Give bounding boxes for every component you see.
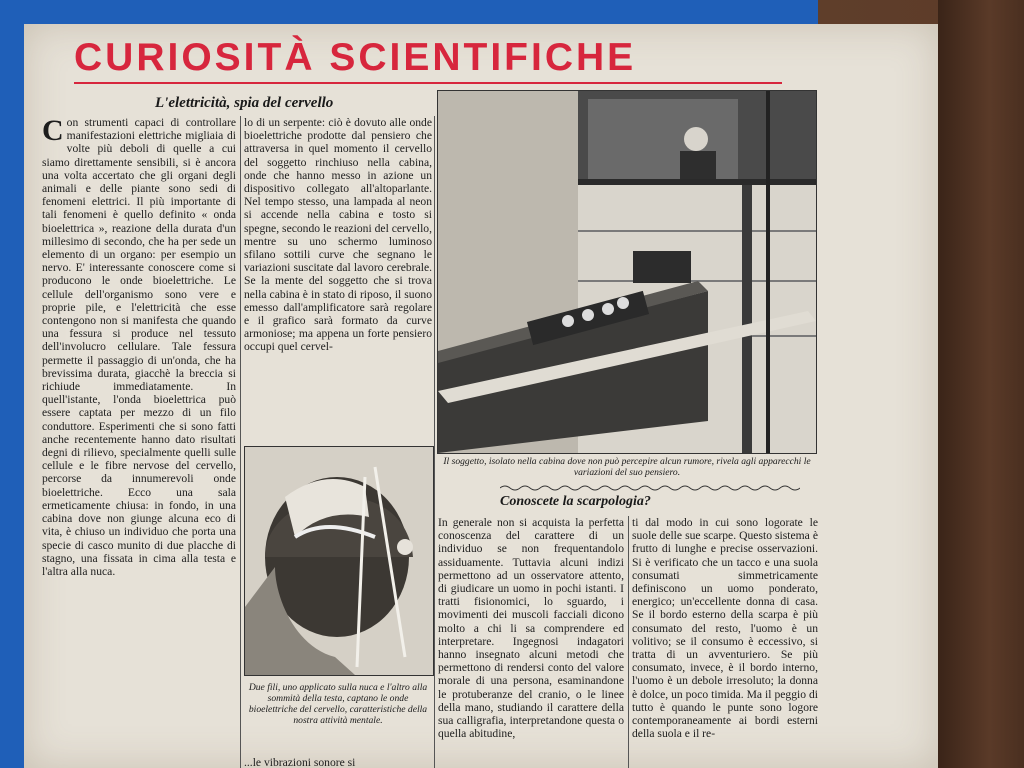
head-caption: Due fili, uno applicato sulla nuca e l'altro alla sommità della testa, captano le onde bioelettriche del cervello, caratteristiche della nostra attività mentale. xyxy=(248,682,428,726)
photo-caption: Il soggetto, isolato nella cabina dove non può percepire alcun rumore, rivela agli apparecchi le variazioni del suo pensiero. xyxy=(443,456,811,478)
article1-column-2 xyxy=(244,116,432,440)
head-illustration xyxy=(244,446,434,676)
dropcap: C xyxy=(42,116,64,147)
article1-column-1 xyxy=(42,116,236,768)
wavy-divider xyxy=(500,484,800,492)
table-edge xyxy=(938,0,1024,768)
apparatus-photo xyxy=(437,90,817,454)
column-rule xyxy=(628,516,629,768)
article1-column-2-continued xyxy=(244,756,432,768)
headline: CURIOSITÀ SCIENTIFICHE xyxy=(74,36,637,79)
article2-column-1 xyxy=(438,516,624,768)
article2-col1-text: In generale non si acquista la perfetta conoscenza del carattere di un individuo se non frequentandolo assiduamente. Tuttavia alcuni indizi permettono ad un osservatore attento, di giudicare un uomo in pochi istanti. I tratti fisionomici, lo sguardo, i movimenti dei muscoli facciali dicono molto a chi li sa comprendere ed interpretare. Ingegnosi indagatori hanno insegnato alcuni metodi che permettono di rendersi conto del valore morale di una persona, esaminandone le protuberanze del cranio, o le linee della mano, studiando il carattere della sua calligrafia, interpretandone questa o quella abitudine, xyxy=(438,516,624,741)
column-rule xyxy=(434,116,435,768)
headline-rule xyxy=(74,82,782,84)
article1-col1-text: on strumenti capaci di controllare manifestazioni elettriche migliaia di volte più deboli di quelle a cui siamo direttamente sensibili, si è ancora una volta accertato che gli organi degli animali e delle piante sono sedi di fenomeni elettrici. Il più importante di tali fenomeni è quello definito « onda bioelettrica », reazione della durata d'un millesimo di secondo, che ha per sede un elemento di un organo: per esempio un nervo. E' interessante conoscere come si producono le onde bioelettriche. Le cellule dell'organismo sono vere e proprie pile, e l'elettricità che esse contengono non si manifesta che quando una fessura si produce nel tessuto dell'involucro cellulare. Tale fessura permette il passaggio di un'onda, che ha brevissima durata, giacchè la breccia si richiude immediatamente. In quell'istante, l'onda bioelettrica può essere captata per mezzo di un filo conduttore. Esperimenti che si sono fatti anche recentemente hanno dato risultati degni di rilievo, specialmente quelli sulle cellule e le fibre nervose del cervello, percorse da innumerevoli onde bioelettriche. Ecco una sala ermeticamente chiusa: in fondo, in una cabina dove non giunge alcuna eco di vita, è chiuso un individuo che porta una specie di casco munito di due placche di stagno, una fissata in cima alla testa e l'altra alla nuca. xyxy=(42,116,236,578)
article2-column-2 xyxy=(632,516,818,768)
article2-col2-text: ti dal modo in cui sono logorate le suole delle sue scarpe. Questo sistema è frutto di lunghe e precise osservazioni. Si è verificato che un tacco e una suola consumati simmetricamente definiscono un uomo ponderato, energico; un'eccellente donna di casa. Se il bordo esterno della scarpa è più consumato del resto, l'uomo è un volitivo; se il consumo è eccessivo, si tratta di un avventuriero. Se più consumato, invece, è il bordo interno, l'uomo è un debole irresoluto; la donna è dolce, un poco timida. Ma il peggio di tutto è quando le punte sono logore contemporaneamente ai bordi esterni della suola e il re- xyxy=(632,516,818,741)
column-rule xyxy=(240,116,241,768)
article2-title: Conoscete la scarpologia? xyxy=(500,494,651,509)
article1-col2-bottom-text: ...le vibrazioni sonore si xyxy=(244,756,356,768)
article1-title: L'elettricità, spia del cervello xyxy=(155,95,334,111)
article1-col2-text: lo di un serpente: ciò è dovuto alle onde bioelettriche prodotte dal pensiero che attraversa in quel momento il cervello del soggetto rinchiuso nella cabina, onde che hanno messo in azione un dispositivo collegato all'altoparlante. Nel tempo stesso, una lampada al neon si accende nella cabina e tosto si spegne, secondo le reazioni del cervello, mentre su uno schermo luminoso sfilano sottili curve che segnano le variazioni suscitate dal lavoro cerebrale. Se la mente del soggetto che si trova nella cabina è in stato di riposo, il suono emesso dall'amplificatore sarà regolare e il grafico sarà formato da curve armoniose; ma appena un forte pensiero occupi quel cervel- xyxy=(244,116,432,354)
